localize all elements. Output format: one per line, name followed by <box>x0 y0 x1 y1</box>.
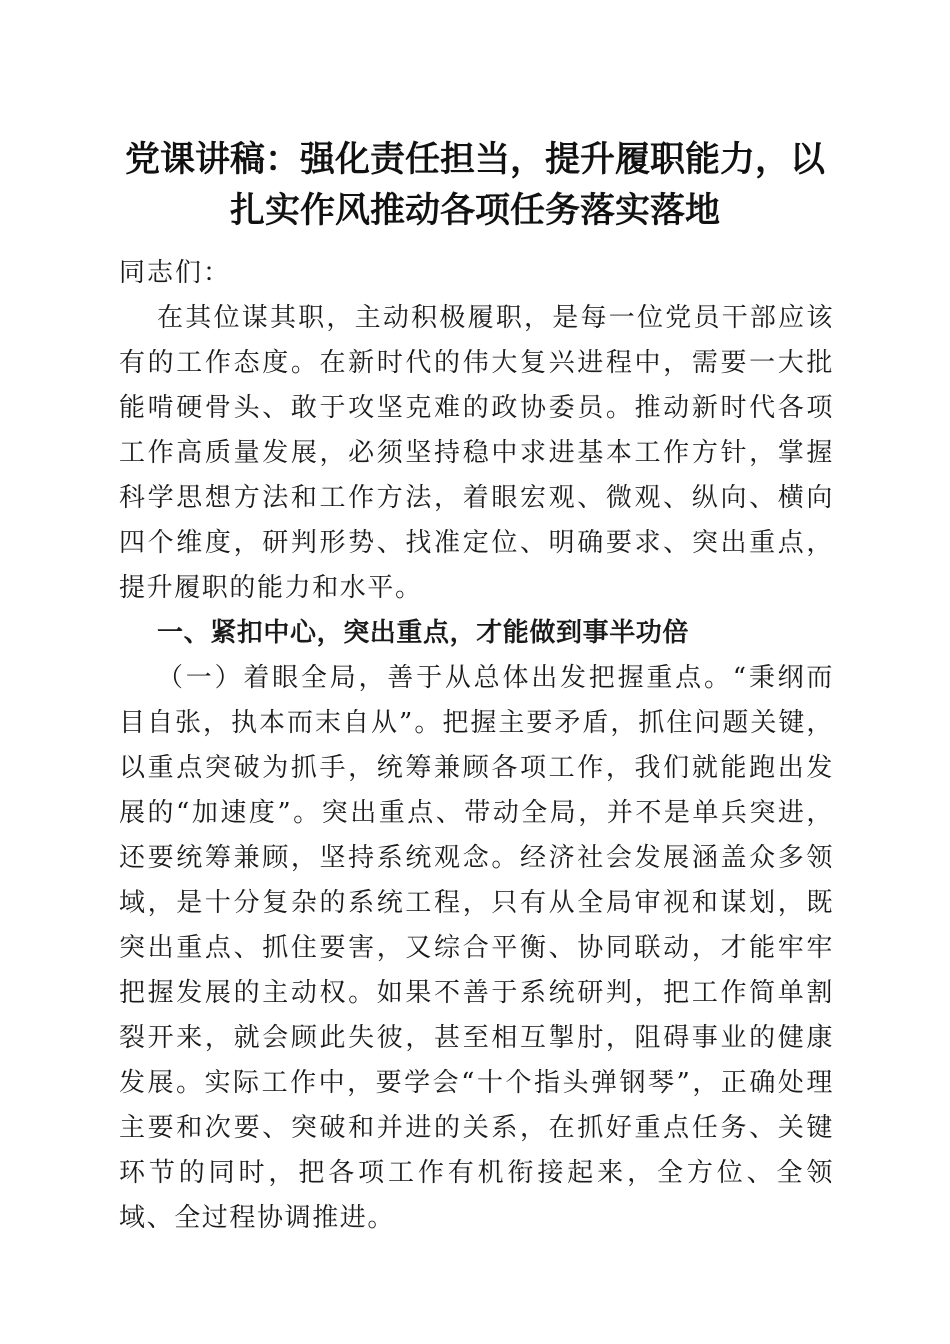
greeting: 同志们： <box>119 258 232 288</box>
title-line-2: 扎实作风推动各项任务落实落地 <box>229 190 720 231</box>
section-1-paragraph-1: （一）着眼全局，善于从总体出发把握重点。“秉纲而目自张，执本而末自从”。把握主要矛盾，抓住问题关键，以重点突破为抓手，统筹兼顾各项工作，我们就能跑出发展的“加速度”。突出重点、带动全局，并不是单兵突进，还要统筹兼顾，坚持系统观念。经济社会发展涵盖众多领域，是十分复杂的系统工程，只有从全局审视和谋划，既突出重点、抓住要害，又综合平衡、协同联动，才能牢牢把握发展的主动权。如果不善于系统研判，把工作简单割裂开来，就会顾此失彼，甚至相互掣肘，阻碍事业的健康发展。实际工作中，要学会“十个指头弹钢琴”，正确处理主要和次要、突破和并进的关系，在抓好重点任务、关键环节的同时，把各项工作有机衔接起来，全方位、全领域、全过程协调推进。 <box>119 663 834 1233</box>
document-title <box>110 134 840 236</box>
section-1-heading: 一、紧扣中心，突出重点，才能做到事半功倍 <box>157 618 690 648</box>
intro-paragraph: 在其位谋其职，主动积极履职，是每一位党员干部应该有的工作态度。在新时代的伟大复兴进程中，需要一大批能啃硬骨头、敢于攻坚克难的政协委员。推动新时代各项工作高质量发展，必须坚持稳中求进基本工作方针，掌握科学思想方法和工作方法，着眼宏观、微观、纵向、横向四个维度，研判形势、找准定位、明确要求、突出重点，提升履职的能力和水平。 <box>119 303 834 603</box>
title-line-1: 党课讲稿：强化责任担当，提升履职能力，以 <box>124 139 825 180</box>
document-body <box>119 251 834 1241</box>
